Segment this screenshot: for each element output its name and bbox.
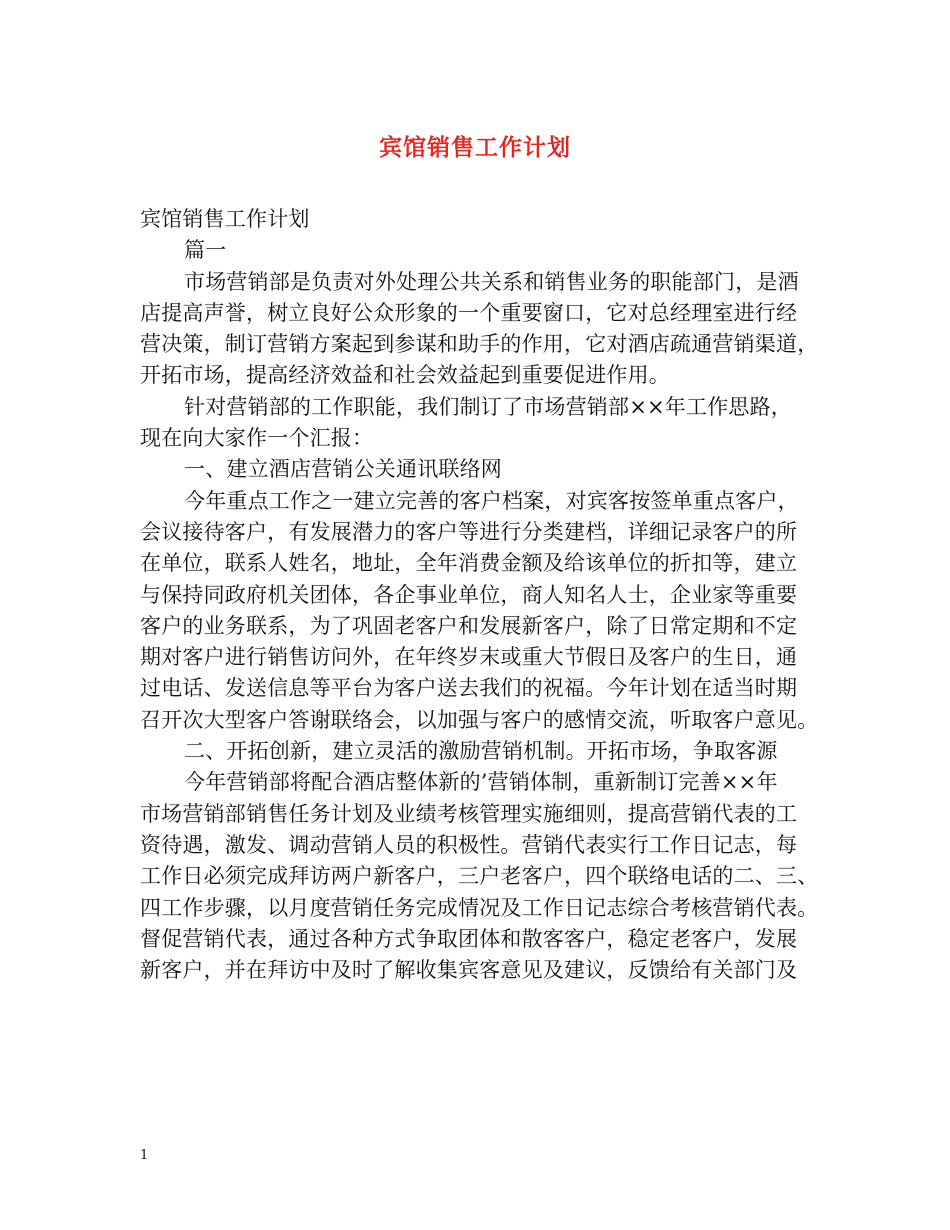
text-line: 营决策，制订营销方案起到参谋和助手的作用，它对酒店疏通营销渠道， [140, 332, 819, 357]
text-line: 与保持同政府机关团体，各企事业单位，商人知名人士，企业家等重要 [140, 582, 798, 607]
page-number: 1 [140, 1148, 149, 1163]
text-line: 二、开拓创新，建立灵活的激励营销机制。开拓市场，争取客源 [184, 739, 778, 764]
text-line: 会议接待客户，有发展潜力的客户等进行分类建档，详细记录客户的所 [140, 519, 798, 544]
document-title: 宾馆销售工作计划 [379, 134, 571, 161]
text-line: 督促营销代表，通过各种方式争取团体和散客客户，稳定老客户，发展 [140, 926, 798, 951]
text-line: 四工作步骤，以月度营销任务完成情况及工作日记志综合考核营销代表。 [140, 895, 819, 920]
document-body [140, 204, 830, 986]
text-line: 今年重点工作之一建立完善的客户档案，对宾客按签单重点客户， [184, 488, 799, 513]
text-line: 召开次大型客户答谢联络会，以加强与客户的感情交流，听取客户意见。 [140, 707, 819, 732]
text-line: 宾馆销售工作计划 [140, 207, 310, 231]
text-line: 新客户，并在拜访中及时了解收集宾客意见及建议，反馈给有关部门及 [140, 958, 798, 983]
text-line: 店提高声誉，树立良好公众形象的一个重要窗口，它对总经理室进行经 [140, 300, 798, 325]
text-line: 工作日必须完成拜访两户新客户，三户老客户，四个联络电话的二、三、 [140, 864, 819, 889]
text-line: 资待遇，激发、调动营销人员的积极性。营销代表实行工作日记志，每 [140, 832, 798, 857]
text-line: 今年营销部将配合酒店整体新的’营销体制，重新制订完善××年 [184, 770, 778, 795]
text-line: 开拓市场，提高经济效益和社会效益起到重要促进作用。 [140, 363, 670, 388]
text-line: 现在向大家作一个汇报： [140, 426, 374, 451]
text-line: 市场营销部是负责对外处理公共关系和销售业务的职能部门，是酒 [184, 269, 799, 294]
text-line: 篇一 [184, 238, 227, 263]
text-line: 客户的业务联系，为了巩固老客户和发展新客户，除了日常定期和不定 [140, 613, 798, 638]
text-line: 针对营销部的工作职能，我们制订了市场营销部××年工作思路， [184, 394, 792, 419]
text-line: 一、建立酒店营销公关通讯联络网 [184, 457, 502, 482]
text-line: 过电话、发送信息等平台为客户送去我们的祝福。今年计划在适当时期 [140, 676, 798, 701]
text-line: 期对客户进行销售访问外，在年终岁末或重大节假日及客户的生日，通 [140, 645, 798, 670]
text-line: 市场营销部销售任务计划及业绩考核管理实施细则，提高营销代表的工 [140, 801, 798, 826]
text-line: 在单位，联系人姓名，地址，全年消费金额及给该单位的折扣等，建立 [140, 551, 798, 576]
